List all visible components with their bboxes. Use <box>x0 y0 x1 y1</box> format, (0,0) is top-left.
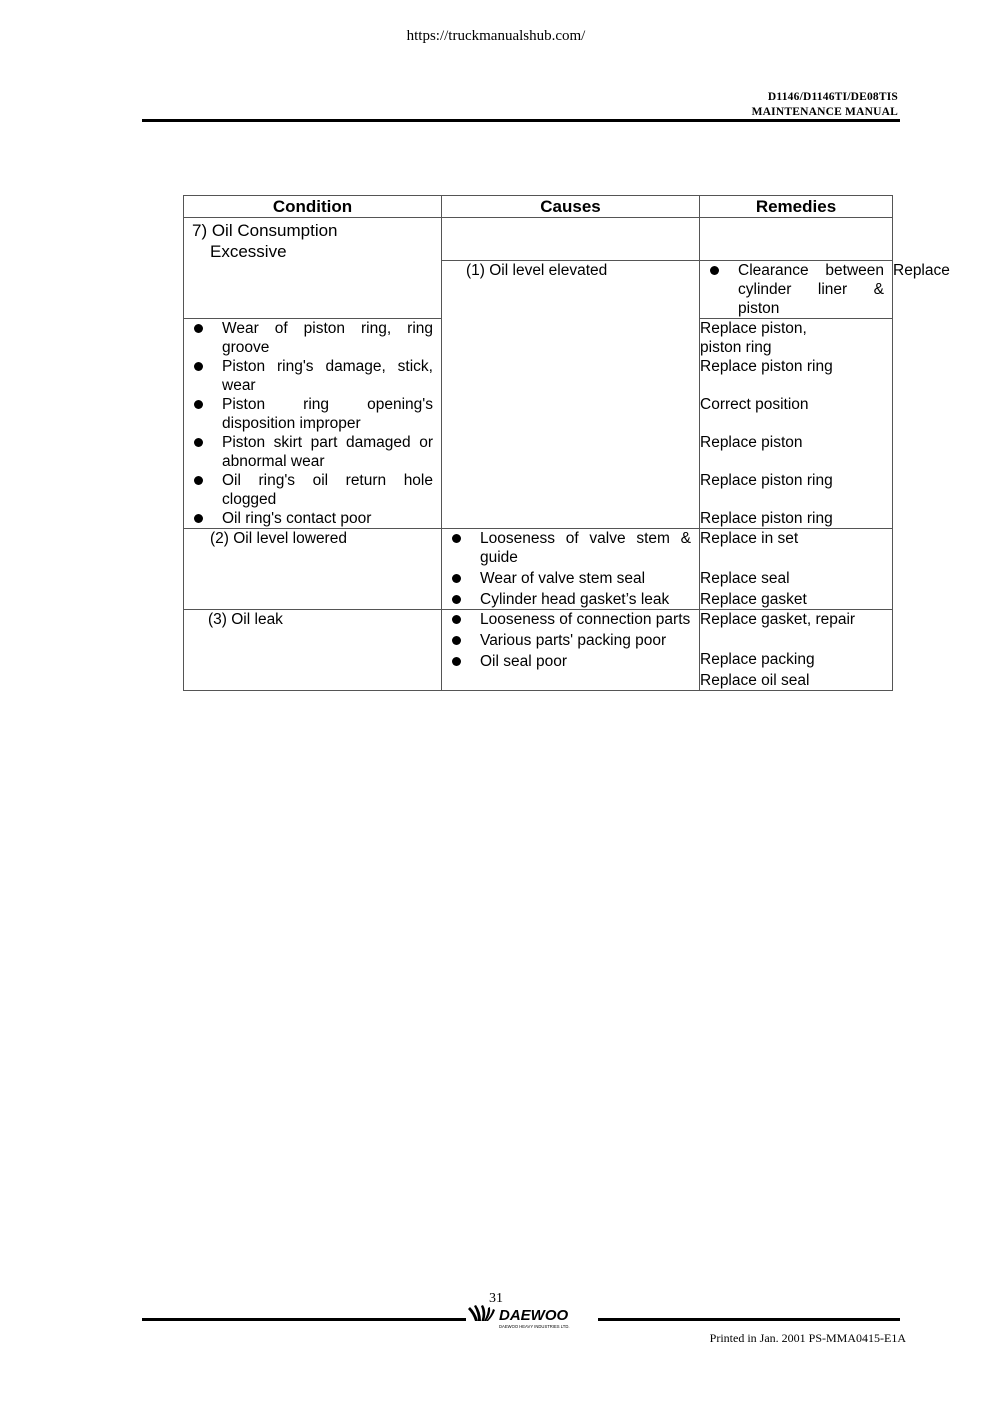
daewoo-logo-icon <box>466 1303 598 1331</box>
footer-rule-left <box>142 1318 466 1321</box>
list-item: Clearance between cylinder liner & piston <box>700 261 884 318</box>
remedy-text <box>700 490 892 509</box>
condition-cell <box>184 610 442 691</box>
remedy-text <box>700 548 892 567</box>
list-item: Piston ring's damage, stick, wear <box>184 357 433 395</box>
causes-cell <box>442 529 700 610</box>
source-url: https://truckmanualshub.com/ <box>406 28 586 44</box>
causes-cell <box>700 261 893 319</box>
list-item: Various parts' packing poor <box>442 631 691 650</box>
table-row <box>184 610 893 691</box>
list-item: Oil ring's contact poor <box>184 509 433 528</box>
list-item: Looseness of connection parts <box>442 610 691 629</box>
footer-rule-right <box>598 1318 900 1321</box>
condition-cell <box>184 529 442 610</box>
list-item: Wear of valve stem seal <box>442 569 691 588</box>
remedy-text: Replace oil seal <box>700 672 810 689</box>
remedy-text <box>700 414 892 433</box>
remedy-text: Replace gasket <box>700 591 807 608</box>
remedy-text: Replace piston ring <box>700 472 833 489</box>
list-item: Cylinder head gasket’s leak <box>442 590 691 609</box>
page-number: 31 <box>489 1291 503 1306</box>
list-item: Piston skirt part damaged or abnormal wear <box>184 433 433 471</box>
header-rule <box>142 119 900 122</box>
causes-cell <box>184 319 442 529</box>
remedy-text: Replace piston ring <box>700 510 833 527</box>
bullet-icon <box>194 362 203 371</box>
causes-cell <box>442 610 700 691</box>
condition-title: 7) Oil Consumption Excessive <box>192 221 338 261</box>
remedy-text: Replace gasket, repair <box>700 611 856 628</box>
manual-header: MAINTENANCE MANUAL <box>751 106 898 118</box>
printed-note: Printed in Jan. 2001 PS-MMA0415-E1A <box>709 1331 906 1345</box>
table-header-row <box>184 196 893 218</box>
remedy-text <box>700 376 892 395</box>
remedy-text: Replace piston <box>700 434 803 451</box>
causes-cell <box>442 218 700 261</box>
bullet-icon <box>710 266 719 275</box>
model-header: D1146/D1146TI/DE08TIS <box>767 91 898 103</box>
bullet-icon <box>452 657 461 666</box>
condition-label: (3) Oil leak <box>208 611 283 628</box>
remedy-text: piston ring <box>700 339 772 356</box>
remedy-text: Replace in set <box>700 530 799 547</box>
header-condition: Condition <box>184 196 442 218</box>
condition-cell <box>184 218 442 319</box>
remedy-text: Replace seal <box>700 570 790 587</box>
bullet-icon <box>452 595 461 604</box>
bullet-icon <box>452 615 461 624</box>
table-row <box>184 529 893 610</box>
bullet-icon <box>452 574 461 583</box>
remedy-text <box>700 452 892 471</box>
table-row <box>184 218 893 261</box>
remedy-text: Replace piston, <box>700 320 807 337</box>
bullet-icon <box>194 476 203 485</box>
logo-subtext: DAEWOO HEAVY INDUSTRIES LTD. <box>499 1324 570 1329</box>
remedies-cell <box>700 529 893 610</box>
header-causes: Causes <box>442 196 700 218</box>
bullet-icon <box>194 324 203 333</box>
bullet-icon <box>194 400 203 409</box>
bullet-icon <box>194 514 203 523</box>
remedies-cell <box>700 218 893 261</box>
list-item: Oil seal poor <box>442 652 691 671</box>
list-item: Wear of piston ring, ring groove <box>184 319 433 357</box>
troubleshooting-table <box>183 195 950 691</box>
remedy-text: Correct position <box>700 396 809 413</box>
condition-label: (2) Oil level lowered <box>210 530 347 547</box>
logo-text: DAEWOO <box>499 1307 569 1324</box>
bullet-icon <box>452 636 461 645</box>
remedy-text <box>700 629 892 648</box>
table-row: (1) Oil level elevated Clearance between cylinder liner & piston Replace <box>184 261 893 319</box>
bullet-icon <box>452 534 461 543</box>
remedies-cell <box>700 319 893 529</box>
remedy-text: Replace piston ring <box>700 358 833 375</box>
condition-cell <box>442 261 700 529</box>
list-item: Looseness of valve stem & guide <box>442 529 691 567</box>
bullet-icon <box>194 438 203 447</box>
remedy-text: Replace packing <box>700 651 815 668</box>
list-item: Piston ring opening's disposition improper <box>184 395 433 433</box>
header-remedies: Remedies <box>700 196 893 218</box>
remedies-cell <box>700 610 893 691</box>
list-item: Oil ring's oil return hole clogged <box>184 471 433 509</box>
condition-label: (1) Oil level elevated <box>466 262 608 279</box>
